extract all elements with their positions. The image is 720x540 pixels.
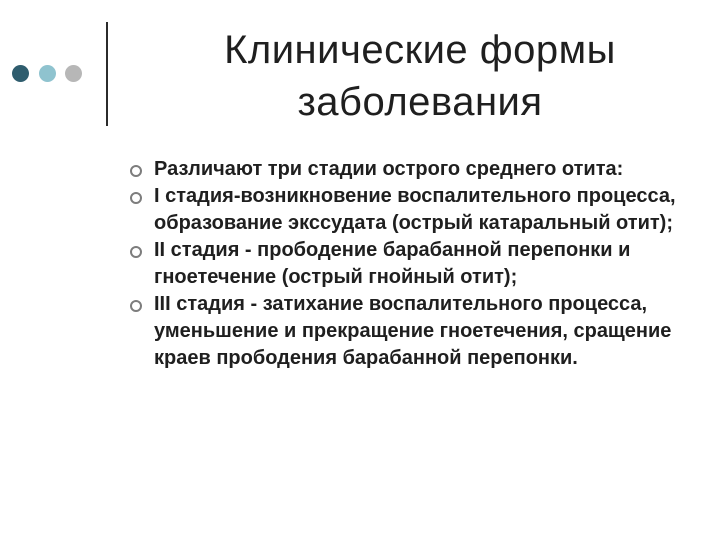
dot-lighter xyxy=(65,65,82,82)
bullet-text: III стадия - затихание воспалительного процесса, уменьшение и прекращение гноетечения, сращение краев прободения барабанной перепонки. xyxy=(154,293,672,369)
bullet-marker-icon xyxy=(130,192,142,204)
slide-title-line-2: заболевания xyxy=(297,80,543,124)
bullet-item xyxy=(130,183,700,237)
bullet-item xyxy=(130,156,700,183)
bullet-marker-icon xyxy=(130,300,142,312)
bullet-list xyxy=(130,156,700,372)
slide-title xyxy=(120,24,720,128)
bullet-item xyxy=(130,237,700,291)
bullet-item xyxy=(130,291,700,372)
bullet-text: I стадия-возникновение воспалительного процесса, образование экссудата (острый катаральный отит); xyxy=(154,185,676,234)
bullet-text: II стадия - прободение барабанной перепонки и гноетечение (острый гнойный отит); xyxy=(154,239,631,288)
bullet-marker-icon xyxy=(130,246,142,258)
title-divider xyxy=(106,22,108,126)
bullet-marker-icon xyxy=(130,165,142,177)
bullet-text: Различают три стадии острого среднего отита: xyxy=(154,158,624,180)
dot-dark xyxy=(12,65,29,82)
dot-light xyxy=(39,65,56,82)
slide-title-line-1: Клинические формы xyxy=(224,28,616,72)
